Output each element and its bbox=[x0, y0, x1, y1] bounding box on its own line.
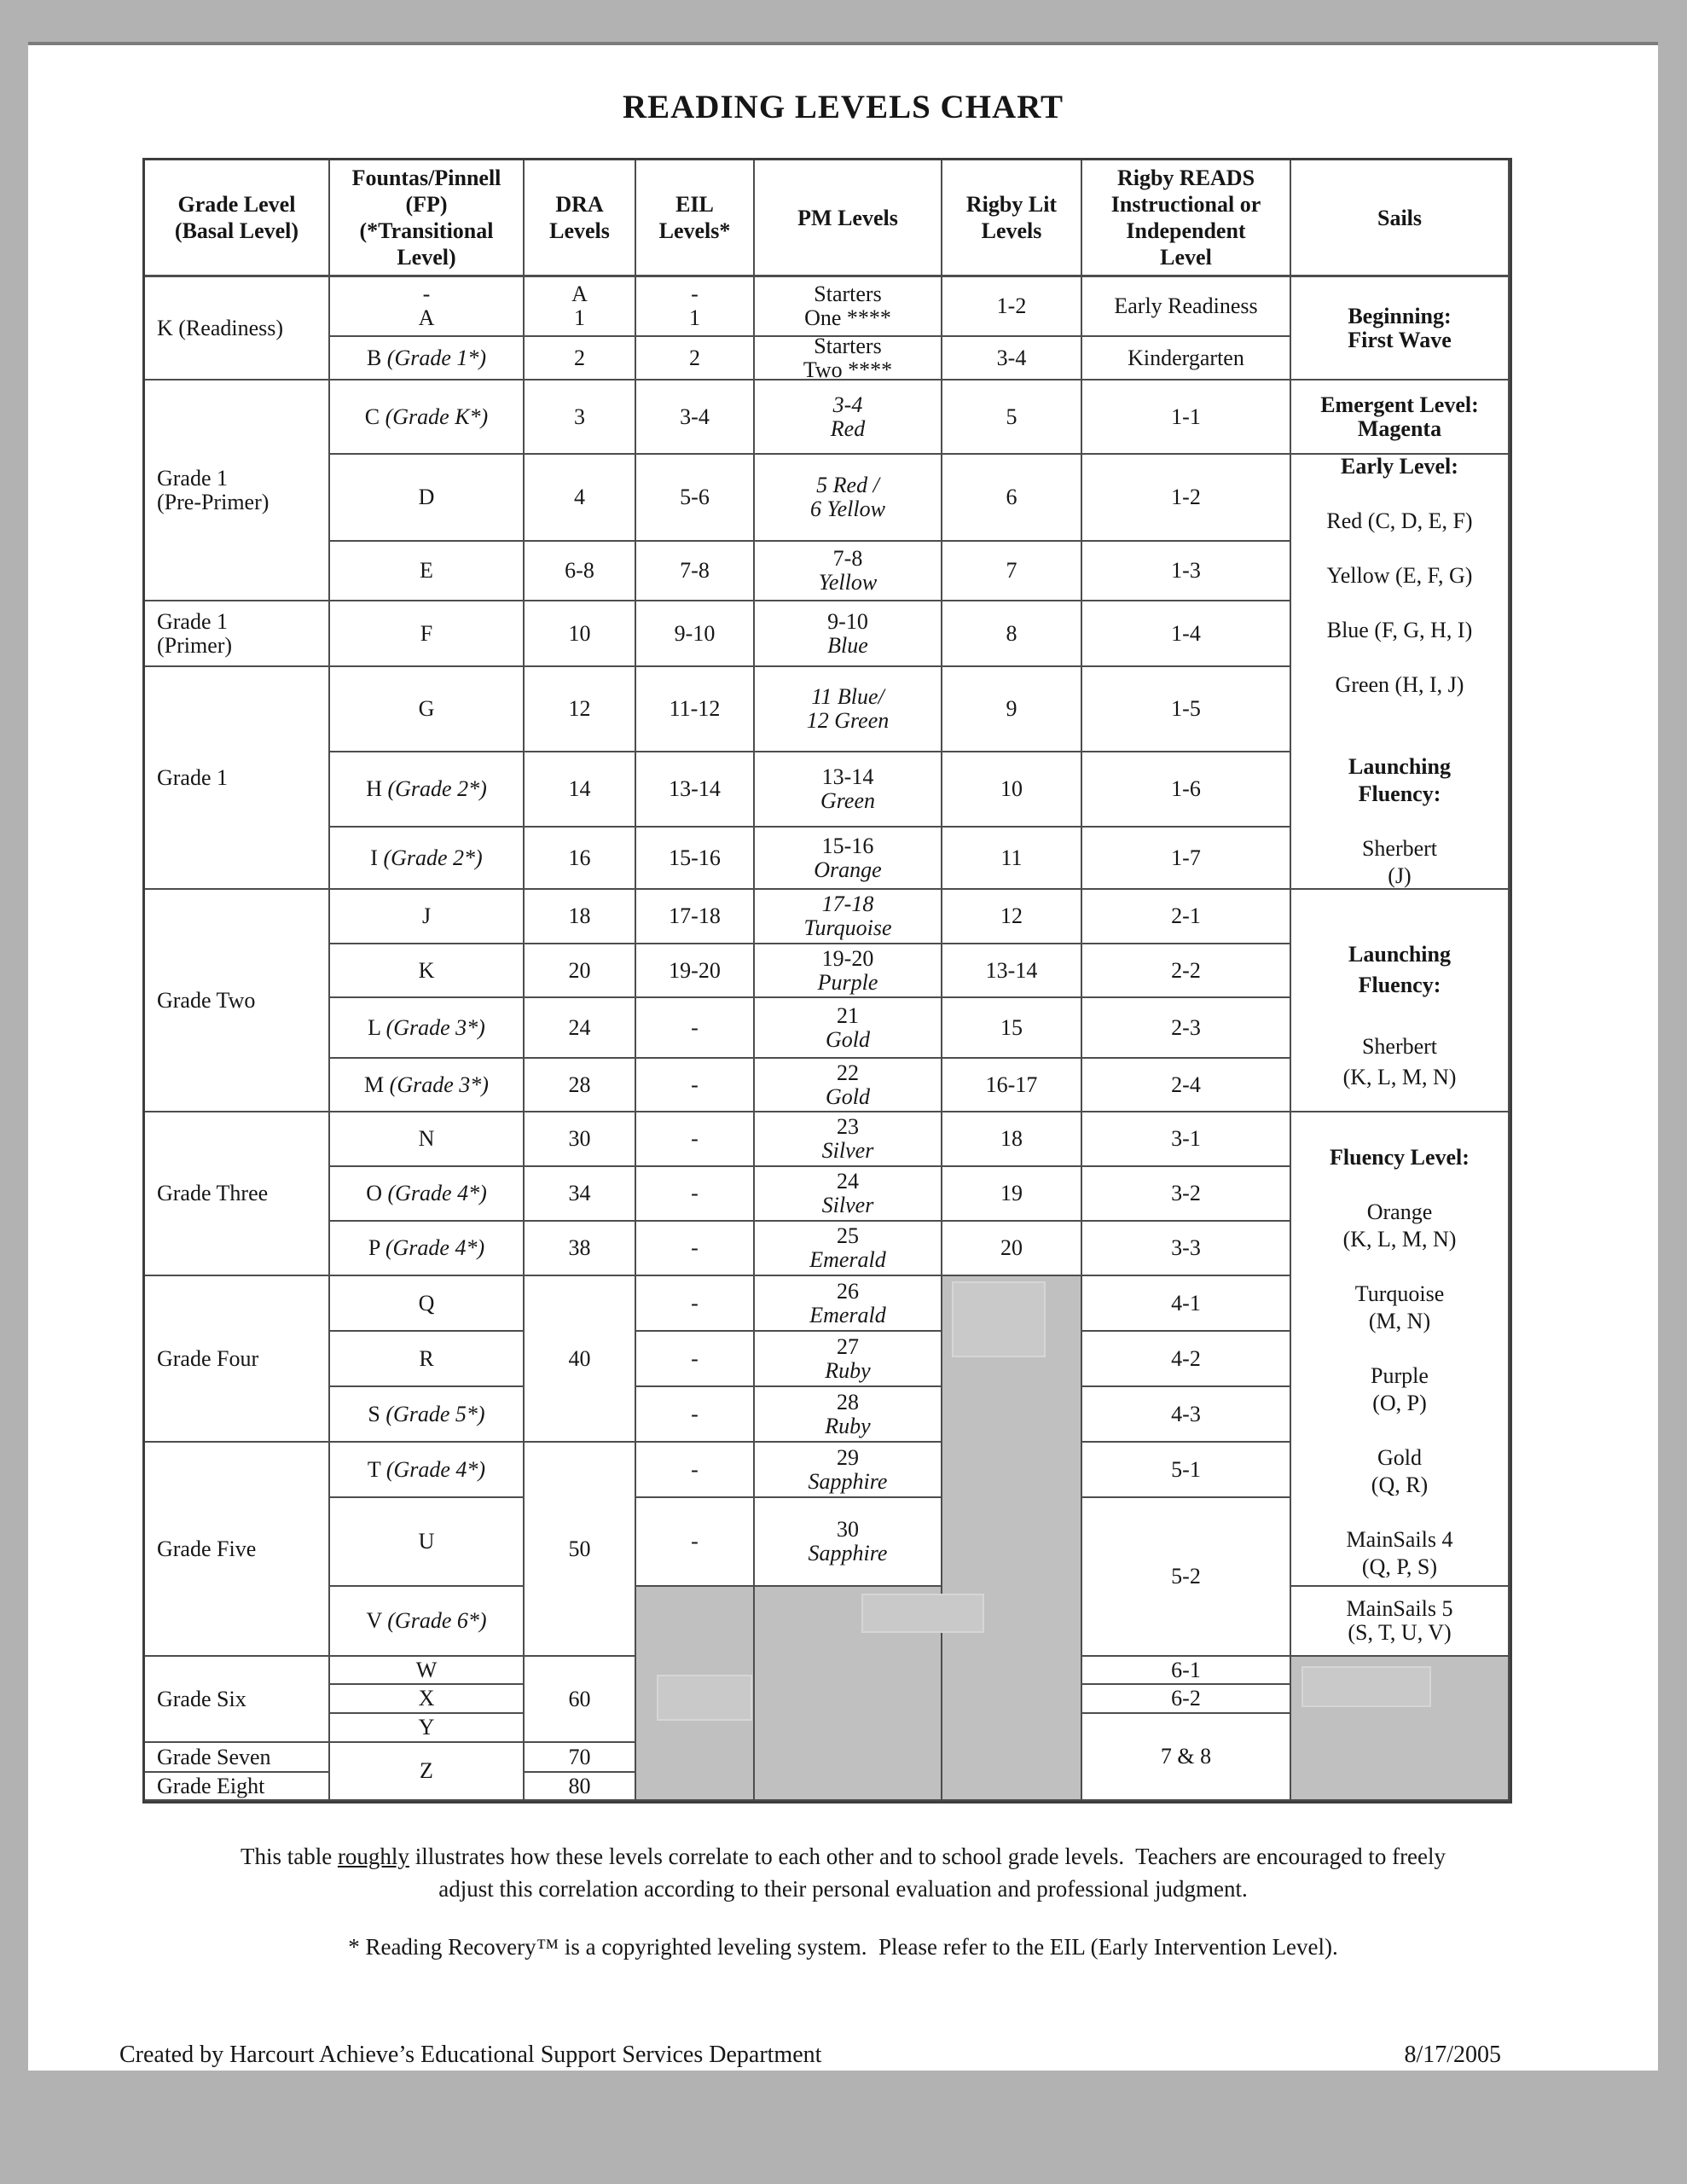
header-cell: Rigby Lit Levels bbox=[942, 160, 1082, 277]
table-cell: - bbox=[636, 1167, 755, 1222]
table-cell: 3-4 Red bbox=[755, 380, 942, 455]
table-cell: 7 & 8 bbox=[1082, 1714, 1291, 1801]
scan-artifact bbox=[657, 1675, 752, 1721]
table-cell: R bbox=[330, 1332, 525, 1387]
table-cell: 29 Sapphire bbox=[755, 1443, 942, 1498]
table-cell: 6-8 bbox=[525, 542, 636, 601]
table-cell: 20 bbox=[525, 944, 636, 998]
table-cell: 3-1 bbox=[1082, 1112, 1291, 1167]
table-cell: 18 bbox=[942, 1112, 1082, 1167]
table-cell: 2-2 bbox=[1082, 944, 1291, 998]
table-cell: 15-16 Orange bbox=[755, 828, 942, 890]
table-cell: 50 bbox=[525, 1443, 636, 1657]
table-cell: 28 Ruby bbox=[755, 1387, 942, 1443]
table-cell: 38 bbox=[525, 1222, 636, 1276]
table-cell: 18 bbox=[525, 890, 636, 944]
table-cell: Grade Six bbox=[145, 1657, 330, 1743]
table-cell: 30 bbox=[525, 1112, 636, 1167]
correlation-note-line1 bbox=[28, 1840, 1658, 1873]
table-cell: 17-18 Turquoise bbox=[755, 890, 942, 944]
note-text: This table bbox=[240, 1844, 338, 1869]
table-cell: V (Grade 6*) bbox=[330, 1587, 525, 1657]
table-cell: 9-10 bbox=[636, 601, 755, 667]
table-cell: Grade 1 bbox=[145, 667, 330, 890]
table-cell: - A bbox=[330, 277, 525, 337]
table-cell: W bbox=[330, 1657, 525, 1685]
table-cell: 19-20 Purple bbox=[755, 944, 942, 998]
table-cell: 8 bbox=[942, 601, 1082, 667]
table-cell: Emergent Level: Magenta bbox=[1291, 380, 1510, 455]
table-cell: - bbox=[636, 1387, 755, 1443]
table-cell: 5 Red / 6 Yellow bbox=[755, 455, 942, 542]
table-cell: S (Grade 5*) bbox=[330, 1387, 525, 1443]
table-cell: 11-12 bbox=[636, 667, 755, 752]
table-cell: 12 bbox=[525, 667, 636, 752]
header-cell: DRA Levels bbox=[525, 160, 636, 277]
table-cell: - bbox=[636, 1222, 755, 1276]
table-cell: E bbox=[330, 542, 525, 601]
table-cell: - bbox=[636, 998, 755, 1059]
header-cell: Grade Level (Basal Level) bbox=[145, 160, 330, 277]
table-cell: 34 bbox=[525, 1167, 636, 1222]
scan-artifact bbox=[861, 1594, 984, 1633]
document-date: 8/17/2005 bbox=[1404, 2042, 1501, 2068]
table-cell: 7-8 Yellow bbox=[755, 542, 942, 601]
table-cell: T (Grade 4*) bbox=[330, 1443, 525, 1498]
table-cell: - bbox=[636, 1059, 755, 1112]
table-cell: 1-2 bbox=[942, 277, 1082, 337]
table-cell: G bbox=[330, 667, 525, 752]
table-cell: Grade 1 (Pre-Primer) bbox=[145, 380, 330, 601]
table-cell: MainSails 5 (S, T, U, V) bbox=[1291, 1587, 1510, 1657]
table-cell: N bbox=[330, 1112, 525, 1167]
table-cell: 24 Silver bbox=[755, 1167, 942, 1222]
table-cell: C (Grade K*) bbox=[330, 380, 525, 455]
table-cell: M (Grade 3*) bbox=[330, 1059, 525, 1112]
table-cell: F bbox=[330, 601, 525, 667]
table-cell: Grade Eight bbox=[145, 1773, 330, 1801]
table-cell: P (Grade 4*) bbox=[330, 1222, 525, 1276]
table-cell: 5-1 bbox=[1082, 1443, 1291, 1498]
table-cell: Early Readiness bbox=[1082, 277, 1291, 337]
table-cell: 1-4 bbox=[1082, 601, 1291, 667]
table-cell: 11 bbox=[942, 828, 1082, 890]
table-cell: 24 bbox=[525, 998, 636, 1059]
table-cell: 2-3 bbox=[1082, 998, 1291, 1059]
table-cell: 16-17 bbox=[942, 1059, 1082, 1112]
table-cell: 27 Ruby bbox=[755, 1332, 942, 1387]
table-cell: Starters One **** bbox=[755, 277, 942, 337]
table-cell: K (Readiness) bbox=[145, 277, 330, 380]
table-cell: D bbox=[330, 455, 525, 542]
table-cell: 1-1 bbox=[1082, 380, 1291, 455]
table-cell: 4 bbox=[525, 455, 636, 542]
header-cell: Sails bbox=[1291, 160, 1510, 277]
table-cell: 7 bbox=[942, 542, 1082, 601]
table-cell: - bbox=[636, 1332, 755, 1387]
table-cell: 2-4 bbox=[1082, 1059, 1291, 1112]
table-cell: 19 bbox=[942, 1167, 1082, 1222]
table-cell: 13-14 bbox=[942, 944, 1082, 998]
table-cell: 40 bbox=[525, 1276, 636, 1443]
table-cell: 19-20 bbox=[636, 944, 755, 998]
table-cell: 21 Gold bbox=[755, 998, 942, 1059]
table-cell: B (Grade 1*) bbox=[330, 337, 525, 380]
table-cell: Early Level: Red (C, D, E, F) Yellow (E, F, G) Blue (F, G, H, I) Green (H, I, J) Launching Fluency: Sherbert (J) bbox=[1291, 455, 1510, 890]
table-cell: 4-3 bbox=[1082, 1387, 1291, 1443]
table-cell: 15 bbox=[942, 998, 1082, 1059]
correlation-note bbox=[28, 1840, 1658, 1905]
table-cell: 5-2 bbox=[1082, 1498, 1291, 1657]
table-cell: 80 bbox=[525, 1773, 636, 1801]
table-cell: 5 bbox=[942, 380, 1082, 455]
table-cell: U bbox=[330, 1498, 525, 1587]
table-cell: 10 bbox=[942, 752, 1082, 828]
table-cell: 12 bbox=[942, 890, 1082, 944]
table-cell: H (Grade 2*) bbox=[330, 752, 525, 828]
table-cell: Y bbox=[330, 1714, 525, 1743]
table-cell: Grade Three bbox=[145, 1112, 330, 1276]
table-cell: 3-3 bbox=[1082, 1222, 1291, 1276]
table-cell: 6-2 bbox=[1082, 1685, 1291, 1714]
table-cell: Fluency Level: Orange (K, L, M, N) Turquoise (M, N) Purple (O, P) Gold (Q, R) MainSails 4 (Q, P, S) bbox=[1291, 1112, 1510, 1587]
table-cell: 3-4 bbox=[942, 337, 1082, 380]
table-cell: 9 bbox=[942, 667, 1082, 752]
table-cell: 3-2 bbox=[1082, 1167, 1291, 1222]
table-cell: Grade Seven bbox=[145, 1743, 330, 1773]
table-cell: 11 Blue/ 12 Green bbox=[755, 667, 942, 752]
table-cell: O (Grade 4*) bbox=[330, 1167, 525, 1222]
table-cell: - bbox=[636, 1498, 755, 1587]
table-cell: 22 Gold bbox=[755, 1059, 942, 1112]
table-cell: 1-7 bbox=[1082, 828, 1291, 890]
credit-text: Created by Harcourt Achieve’s Educational Support Services Department bbox=[119, 2042, 822, 2068]
table-cell: X bbox=[330, 1685, 525, 1714]
table-cell: 6 bbox=[942, 455, 1082, 542]
table-cell: - bbox=[636, 1443, 755, 1498]
table-cell: 7-8 bbox=[636, 542, 755, 601]
table-cell: 4-2 bbox=[1082, 1332, 1291, 1387]
table-cell: 17-18 bbox=[636, 890, 755, 944]
table-cell: 25 Emerald bbox=[755, 1222, 942, 1276]
table-cell: 28 bbox=[525, 1059, 636, 1112]
table-cell: 15-16 bbox=[636, 828, 755, 890]
table-cell: Grade Two bbox=[145, 890, 330, 1112]
table-cell: 20 bbox=[942, 1222, 1082, 1276]
table-cell: 4-1 bbox=[1082, 1276, 1291, 1332]
table-cell: 14 bbox=[525, 752, 636, 828]
table-cell: 30 Sapphire bbox=[755, 1498, 942, 1587]
table-cell: 60 bbox=[525, 1657, 636, 1743]
table-cell: 26 Emerald bbox=[755, 1276, 942, 1332]
table-cell: - 1 bbox=[636, 277, 755, 337]
table-cell: Q bbox=[330, 1276, 525, 1332]
table-cell: A 1 bbox=[525, 277, 636, 337]
reading-levels-table bbox=[142, 158, 1512, 1804]
table-cell: I (Grade 2*) bbox=[330, 828, 525, 890]
footer-credit-row bbox=[28, 2042, 1658, 2069]
table-cell: L (Grade 3*) bbox=[330, 998, 525, 1059]
table-cell: - bbox=[636, 1276, 755, 1332]
table-cell: K bbox=[330, 944, 525, 998]
scan-artifact bbox=[1301, 1666, 1431, 1707]
note-underlined-word: roughly bbox=[337, 1844, 409, 1869]
table-cell: 1-3 bbox=[1082, 542, 1291, 601]
header-cell: PM Levels bbox=[755, 160, 942, 277]
table-cell: J bbox=[330, 890, 525, 944]
table-cell: 6-1 bbox=[1082, 1657, 1291, 1685]
table-cell: 23 Silver bbox=[755, 1112, 942, 1167]
table-cell: 2-1 bbox=[1082, 890, 1291, 944]
page-title: READING LEVELS CHART bbox=[622, 89, 1064, 125]
table-cell: 1-2 bbox=[1082, 455, 1291, 542]
table-cell: Beginning: First Wave bbox=[1291, 277, 1510, 380]
table-cell: 1-5 bbox=[1082, 667, 1291, 752]
table-cell: 3 bbox=[525, 380, 636, 455]
table-cell: 2 bbox=[636, 337, 755, 380]
table-cell: 2 bbox=[525, 337, 636, 380]
table-cell: Launching Fluency: Sherbert (K, L, M, N) bbox=[1291, 890, 1510, 1112]
document-page bbox=[28, 42, 1658, 2071]
table-cell: Grade Five bbox=[145, 1443, 330, 1657]
scan-artifact bbox=[952, 1281, 1046, 1357]
table-cell: 13-14 bbox=[636, 752, 755, 828]
table-cell: Kindergarten bbox=[1082, 337, 1291, 380]
table-cell: 1-6 bbox=[1082, 752, 1291, 828]
table-cell: Grade 1 (Primer) bbox=[145, 601, 330, 667]
table-cell: 16 bbox=[525, 828, 636, 890]
reading-recovery-note: * Reading Recovery™ is a copyrighted leveling system. Please refer to the EIL (Early Intervention Level). bbox=[348, 1934, 1338, 1960]
header-cell: Fountas/Pinnell (FP) (*Transitional Level) bbox=[330, 160, 525, 277]
table-cell: Starters Two **** bbox=[755, 337, 942, 380]
table-cell: Grade Four bbox=[145, 1276, 330, 1443]
correlation-note-line2: adjust this correlation according to their personal evaluation and professional judgment. bbox=[438, 1876, 1248, 1902]
table-cell: 70 bbox=[525, 1743, 636, 1773]
table-cell: - bbox=[636, 1112, 755, 1167]
table-cell: 3-4 bbox=[636, 380, 755, 455]
header-cell: EIL Levels* bbox=[636, 160, 755, 277]
note-text: illustrates how these levels correlate to each other and to school grade levels. Teachers are encouraged to freely bbox=[409, 1844, 1446, 1869]
table-cell: 9-10 Blue bbox=[755, 601, 942, 667]
table-cell: Z bbox=[330, 1743, 525, 1801]
table-cell: 5-6 bbox=[636, 455, 755, 542]
header-cell: Rigby READS Instructional or Independent Level bbox=[1082, 160, 1291, 277]
table-cell: 10 bbox=[525, 601, 636, 667]
table-cell: 13-14 Green bbox=[755, 752, 942, 828]
